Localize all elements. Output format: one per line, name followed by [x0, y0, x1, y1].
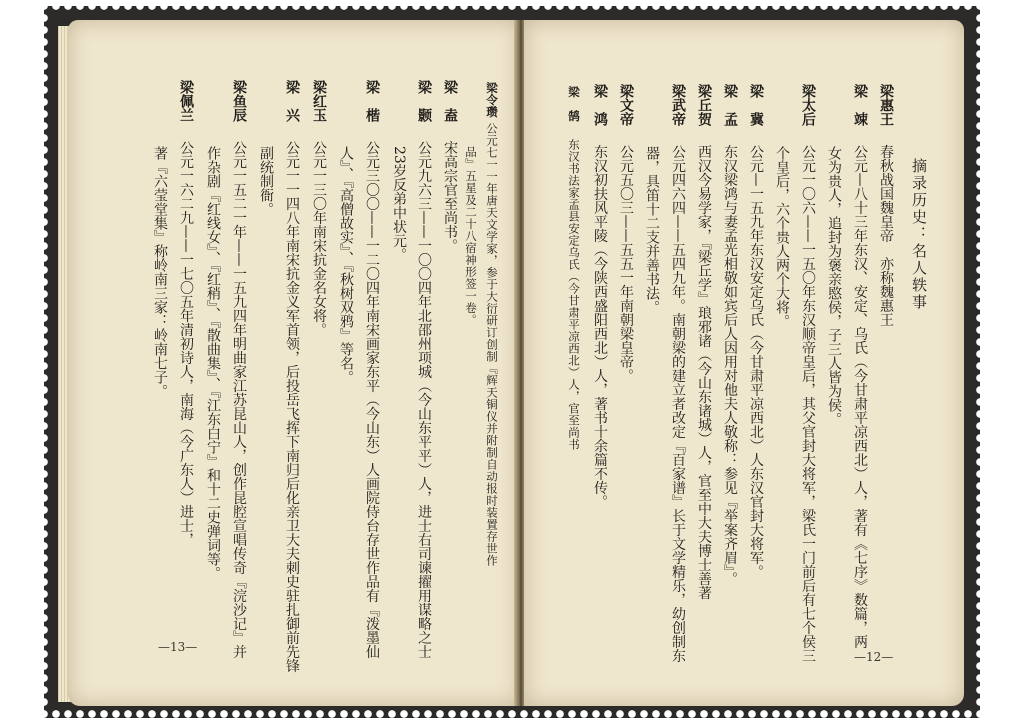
entry-text: 公元一五二一年——一五九四年明曲家江苏昆山人，创作昆腔宣唱传奇『浣沙记』并 [231, 140, 247, 659]
entry-text: 23岁反弟中状元。 [391, 146, 407, 262]
entry-text: 东汉书法家孟县安定乌氏（今甘肃平凉西北）人，官至尚书 [567, 138, 581, 451]
entry-line [748, 84, 764, 578]
entry-line [442, 80, 458, 252]
page-number: —13— [158, 640, 198, 654]
entry-name: 梁 鸿 [592, 84, 608, 126]
entry-line [284, 80, 300, 672]
left-page [68, 20, 520, 706]
entry-line [696, 84, 712, 599]
entry-name: 梁惠王 [878, 84, 894, 126]
entry-text: 个皇后，六个贵人两个大将。 [774, 146, 790, 328]
entry-line [416, 80, 432, 658]
entry-text: 公元一六二九——一七〇五年清初诗人，南海（今广东人）进士， [178, 140, 194, 547]
page-number: —12— [854, 650, 894, 664]
entry-name: 梁 盍 [442, 80, 458, 122]
entry-text: 东汉梁鸿与妻孟光相敬如宾后人因用对他夫人敬称：参见『举案齐眉』。 [722, 144, 738, 586]
entry-name: 梁 楷 [364, 80, 380, 122]
entry-name: 梁红玉 [311, 80, 327, 122]
entry-line [826, 146, 842, 426]
entry-name: 梁 冀 [748, 84, 764, 126]
entry-text: 品』五星及二十八宿神形签一卷。 [464, 146, 478, 326]
entry-name: 梁 颢 [416, 80, 432, 122]
entry-name: 梁 竦 [852, 84, 868, 126]
entry-text: 公元一三〇年南宋抗金名女将。 [311, 140, 327, 337]
entry-line [338, 146, 354, 384]
entry-name: 梁令瓒 [485, 82, 499, 118]
entry-line [391, 146, 407, 262]
section-title: 摘录历史：名人轶事 [910, 158, 928, 311]
entry-line [205, 146, 221, 580]
entry-name: 梁佩兰 [178, 80, 194, 122]
entry-text: 公元三〇〇——一二〇四年南宋画家东平（今山东）人画院侍台存世作品有『泼墨仙 [364, 140, 380, 659]
entry-line [592, 84, 608, 508]
entry-text: 副统制衙。 [258, 146, 274, 216]
entry-line [364, 80, 380, 658]
entry-name: 梁文帝 [618, 84, 634, 126]
entry-line [484, 82, 500, 566]
entry-text: 著『六莹堂集』称岭南三家：岭南七子。 [152, 146, 168, 398]
entry-text: 公元一一四八年南宋抗金义军首领，后投岳飞挥下南归后化亲卫大夫刺史驻扎御前先锋 [284, 140, 300, 673]
entry-text: 女为贵人，追封为褒亲愍侯，子三人皆为侯。 [826, 146, 842, 426]
entry-line [258, 146, 274, 216]
entry-line [800, 84, 816, 662]
entry-text: 春秋战国魏皇帝 亦称魏惠王 [878, 144, 894, 327]
entry-text: 公元—一五九年东汉安定乌氏（今甘肃平凉西北）人东汉官封大将军。 [748, 144, 764, 579]
entry-line [774, 146, 790, 328]
entry-line [152, 146, 168, 398]
entry-text: 器，具笛十二支并善书法。 [644, 146, 660, 314]
right-page [524, 20, 964, 706]
entry-text: 公元五〇三——五五一年南朝梁皇帝。 [618, 144, 634, 383]
entry-text: 东汉初扶风平陵（今陕西盛阳西北）人，著书十余篇不传。 [592, 144, 608, 509]
entry-line [722, 84, 738, 585]
entry-text: 宋高宗官至尚书。 [442, 140, 458, 253]
entry-text: 西汉今易学家，『梁丘学』琅邪诸（今山东诸城）人，官至中大夫博士善著 [696, 144, 712, 600]
entry-text: 公元—八十三年东汉、安定、乌氏（今甘肃平凉西北）人，著有《七序》数篇，两 [852, 144, 868, 649]
entry-text: 作杂剧『红线女』、『红稍』、『散曲集』、『江东白宁』和十二史弹词等。 [205, 146, 221, 580]
entry-text: 公元九六三——一〇〇四年北邵州项城（今山东平平）人，进士右司谏擢用谋略之士 [416, 140, 432, 659]
entry-text: 公元七一一年唐天文学家，参于大衍研订创制『辉天铜仪并附制自动报时装置存世作 [485, 122, 499, 567]
entry-name: 梁武帝 [670, 84, 686, 126]
entry-line [463, 146, 479, 326]
entry-line [618, 84, 634, 382]
entry-line [178, 80, 194, 546]
entry-name: 梁 鹄 [567, 86, 581, 122]
entry-text: 人』、『高僧故实』、『秋树双鸦』等名。 [338, 146, 354, 384]
entry-line [852, 84, 868, 648]
entry-name: 梁丘贺 [696, 84, 712, 126]
entry-name: 梁太后 [800, 84, 816, 126]
entry-name: 梁 兴 [284, 80, 300, 122]
entry-name: 梁 孟 [722, 84, 738, 126]
entry-line [670, 84, 686, 662]
entry-line [644, 146, 660, 314]
entry-line [311, 80, 327, 336]
entry-text: 公元一〇六——一五〇年东汉顺帝皇后，其父官封大将军，梁氏一门前后有七个侯三 [800, 144, 816, 663]
entry-line [878, 84, 894, 326]
entry-text: 公元四六四——五四九年。南朝梁的建立者改定『百家谱』长于文学精乐，幼创制东 [670, 144, 686, 663]
entry-line [231, 80, 247, 658]
entry-name: 梁鱼辰 [231, 80, 247, 122]
entry-line [566, 86, 582, 450]
